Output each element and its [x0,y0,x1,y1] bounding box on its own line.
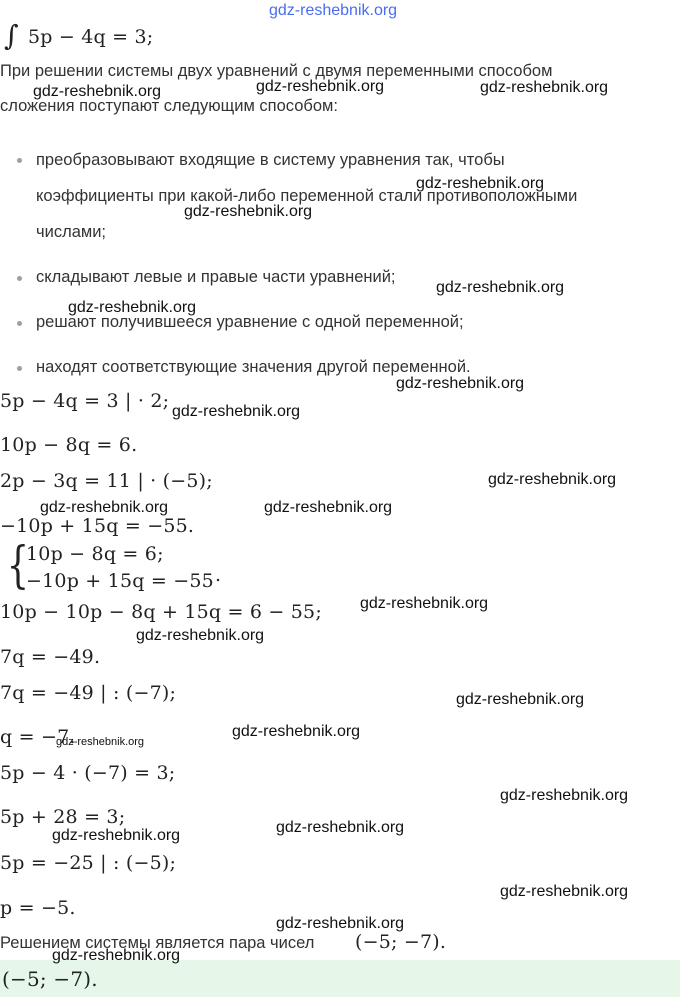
equation-line: 10p − 10p − 8q + 15q = 6 − 55; [0,601,322,623]
watermark: gdz-reshebnik.org [136,627,265,644]
equation-line: 5p = −25 | : (−5); [0,852,177,874]
step-1-line-1: преобразовывают входящие в систему уравнения так, чтобы [36,151,505,169]
watermark: gdz-reshebnik.org [33,83,162,100]
watermark: gdz-reshebnik.org [264,499,393,516]
watermark: gdz-reshebnik.org [184,203,313,220]
watermark: gdz-reshebnik.org [456,691,585,708]
intro-line-1: При решении системы двух уравнений с двумя переменными способом [0,62,553,80]
conclusion-text: Решением системы является пара чисел [0,934,315,952]
watermark: gdz-reshebnik.org [416,175,545,192]
header-equation: 5p − 4q = 3; [28,26,154,48]
watermark: gdz-reshebnik.org [68,299,197,316]
equation-line: p = −5. [0,897,76,919]
watermark: gdz-reshebnik.org [360,595,489,612]
watermark: gdz-reshebnik.org [232,723,361,740]
bullet-dot [17,321,22,326]
equation-line: 7q = −49 | : (−7); [0,682,177,704]
watermark: gdz-reshebnik.org [488,471,617,488]
intro-line-2: сложения поступают следующим способом: [0,97,338,115]
equation-line: 10p − 8q = 6. [0,434,138,456]
header-brace: ∫ [4,19,19,52]
watermark: gdz-reshebnik.org [500,787,629,804]
system-brace: { [6,536,30,594]
step-1-line-3: числами; [36,223,107,241]
system-equation-2: −10p + 15q = −55 [26,570,214,592]
bullet-dot [17,366,22,371]
bullet-dot [17,158,22,163]
watermark: gdz-reshebnik.org [500,883,629,900]
answer-box [0,960,680,997]
equation-line: −10p + 15q = −55. [0,515,195,537]
step-1-line-2: коэффициенты при какой-либо переменной стали противоположными [36,187,578,205]
watermark: gdz-reshebnik.org [52,947,181,964]
equation-line: q = −7. [0,726,76,748]
watermark: gdz-reshebnik.org [56,736,145,748]
system-equation-1: 10p − 8q = 6; [26,543,164,565]
watermark: gdz-reshebnik.org [172,403,301,420]
conclusion-pair: (−5; −7). [355,931,447,953]
step-3-line-1: решают получившееся уравнение с одной переменной; [36,313,464,331]
bullet-dot [17,276,22,281]
watermark: gdz-reshebnik.org [436,279,565,296]
watermark: gdz-reshebnik.org [52,827,181,844]
step-2-line-1: складывают левые и правые части уравнений; [36,268,396,286]
system-period: . [215,564,222,586]
equation-line: 5p + 28 = 3; [0,806,126,828]
watermark: gdz-reshebnik.org [256,78,385,95]
equation-line: 7q = −49. [0,646,101,668]
watermark: gdz-reshebnik.org [276,915,405,932]
watermark: gdz-reshebnik.org [269,2,398,19]
watermark: gdz-reshebnik.org [40,499,169,516]
equation-line: 2p − 3q = 11 | · (−5); [0,470,213,492]
equation-line: 5p − 4 · (−7) = 3; [0,762,176,784]
equation-line: 5p − 4q = 3 | · 2; [0,390,170,412]
watermark: gdz-reshebnik.org [480,79,609,96]
watermark: gdz-reshebnik.org [396,375,525,392]
step-4-line-1: находят соответствующие значения другой переменной. [36,358,471,376]
watermark: gdz-reshebnik.org [276,819,405,836]
answer-value: (−5; −7). [2,967,98,991]
